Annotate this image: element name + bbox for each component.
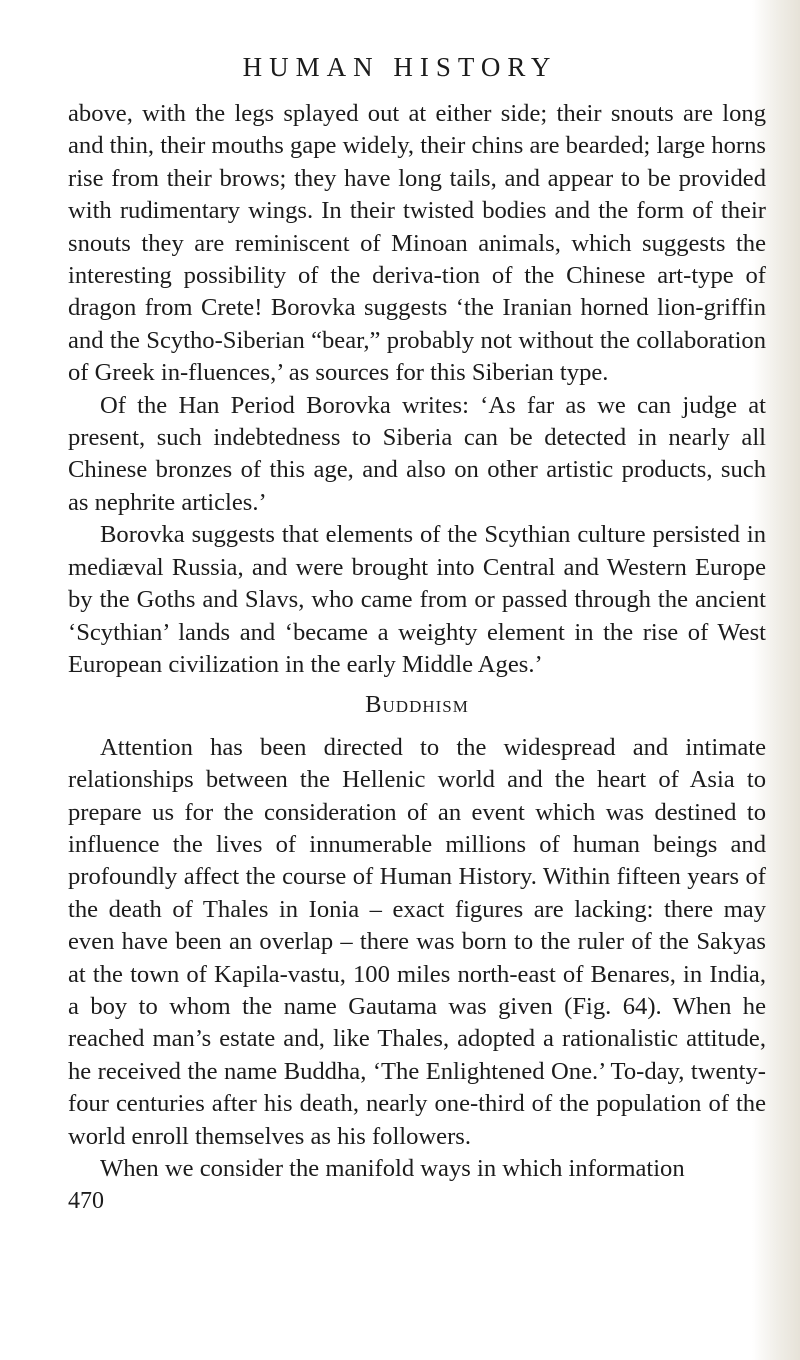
page-number: 470 [68, 1188, 104, 1215]
paragraph-manifold-ways: When we consider the manifold ways in which information [100, 1155, 685, 1182]
paragraph-continuation: above, with the legs splayed out at either side; their snouts are long and thin, their mouths gape widely, their chins are bearded; large horns rise from their brows; they have long tails, and appear to be provided with rudimentary wings. In their twisted bodies and the form of their snouts they are reminiscent of Minoan animals, which suggests the interesting possibility of the deriva-tion of the Chinese art-type of dragon from Crete! Borovka suggests ‘the Iranian horned lion-griffin and the Scytho-Siberian “bear,” probably not without the collaboration of Greek in-fluences,’ as sources for this Siberian type. [68, 100, 766, 387]
paragraph-han-period: Of the Han Period Borovka writes: ‘As far as we can judge at present, such indebtedness to Siberia can be detected in nearly all Chinese bronzes of this age, and also on other artistic products, such as nephrite articles.’ [68, 391, 766, 516]
paragraph-scythian-culture: Borovka suggests that elements of the Scythian culture persisted in mediæval Russia, and were brought into Central and Western Europe by the Goths and Slavs, who came from or passed through the ancient ‘Scythian’ lands and ‘became a weighty element in the rise of West European civilization in the early Middle Ages.’ [68, 521, 766, 678]
section-heading: Buddhism [365, 691, 469, 719]
body-text [68, 98, 766, 1218]
paragraph-attention: Attention has been directed to the widespread and intimate relationships between the Hellenic world and the heart of Asia to prepare us for the consideration of an event which was destined to influence the lives of innumerable millions of human beings and profoundly affect the course of Human History. Within fifteen years of the death of Thales in Ionia – exact figures are lacking: there may even have been an overlap – there was born to the ruler of the Sakyas at the town of Kapila-vastu, 100 miles north-east of Benares, in India, a boy to whom the name Gautama was given (Fig. 64). When he reached man’s estate and, like Thales, adopted a rationalistic attitude, he received the name Buddha, ‘The Enlightened One.’ To-day, twenty-four centuries after his death, nearly one-third of the population of the world enroll themselves as his followers. [68, 733, 766, 1150]
running-head: HUMAN HISTORY [242, 52, 558, 82]
